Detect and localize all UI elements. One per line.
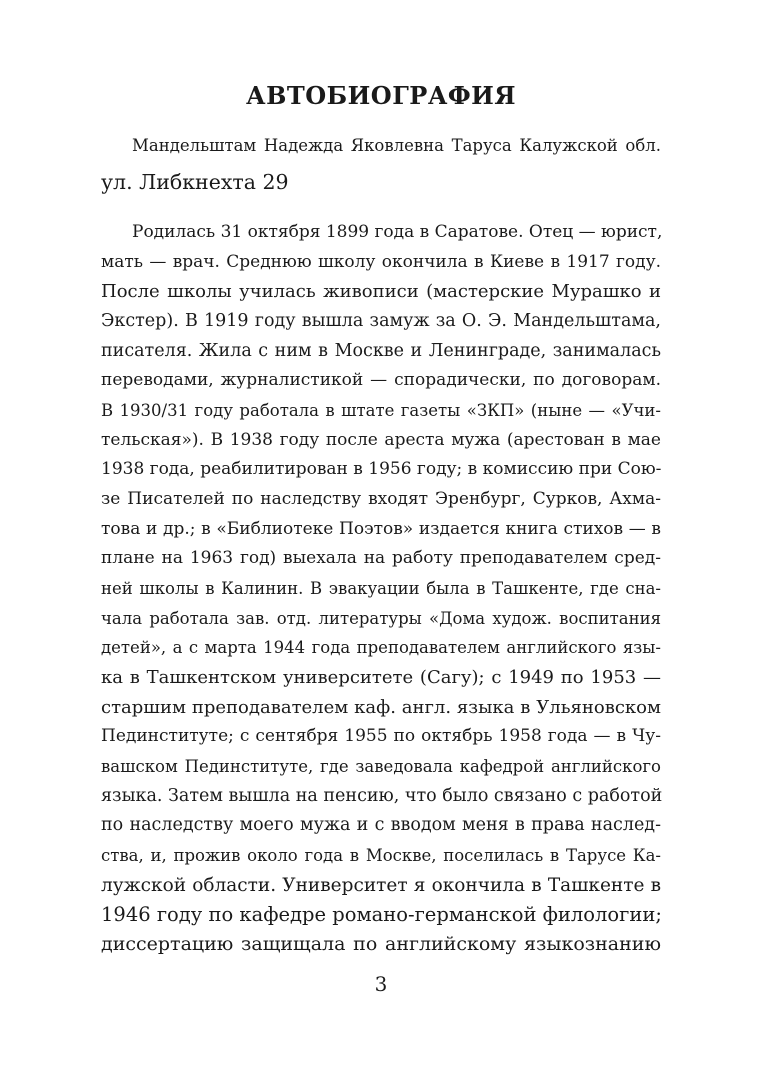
body-line: Родилась 31 октября 1899 года в Саратове. Отец — юрист,: [132, 222, 663, 242]
body-line: плане на 1963 год) выехала на работу преподавателем сред-: [101, 548, 661, 569]
body-line: мать — врач. Среднюю школу окончила в Киеве в 1917 году.: [101, 251, 661, 272]
body-line: вашском Пединституте, где заведовала кафедрой английского: [101, 757, 661, 776]
body-line: Пединституте; с сентября 1955 по октябрь 1958 года — в Чу-: [101, 726, 661, 747]
body-line: 1938 года, реабилитирован в 1956 году; в комиссию при Сою-: [101, 459, 662, 480]
body-line: языка. Затем вышла на пенсию, что было связано с работой: [101, 785, 663, 806]
body-line: Экстер). В 1919 году вышла замуж за О. Э. Мандельштама,: [101, 311, 661, 331]
body-line: това и др.; в «Библиотеке Поэтов» издается книга стихов — в: [101, 518, 661, 539]
body-line: ства, и, прожив около года в Москве, поселилась в Тарусе Ка-: [101, 846, 661, 865]
body-line: по наследству моего мужа и с вводом меня в права наслед-: [101, 815, 661, 836]
body-line: переводами, журналистикой — спорадически, по договорам.: [101, 370, 661, 391]
body-line: После школы училась живописи (мастерские Мурашко и: [101, 281, 661, 303]
body-line: чала работала зав. отд. литературы «Дома худож. воспитания: [101, 608, 661, 628]
address-line: ул. Либкнехта 29: [101, 170, 289, 194]
body-line: детей», а с марта 1944 года преподавателем английского язы-: [101, 638, 661, 658]
page-title: АВТОБИОГРАФИЯ: [246, 81, 516, 110]
body-line: старшим преподавателем каф. англ. языка в Ульяновском: [101, 696, 661, 718]
body-line: лужской области. Университет я окончила в Ташкенте в: [101, 874, 661, 896]
address-line: Мандельштам Надежда Яковлевна Таруса Калужской обл.: [132, 136, 661, 155]
body-line: ка в Ташкентском университете (Сагу); с 1949 по 1953 —: [101, 667, 661, 688]
body-line: 1946 году по кафедре романо-германской филологии;: [101, 903, 662, 927]
body-line: ней школы в Калинин. В эвакуации была в Ташкенте, где сна-: [101, 579, 661, 598]
page-number: 3: [374, 972, 388, 996]
body-line: В 1930/31 году работала в штате газеты «ЗКП» (ныне — «Учи-: [101, 401, 661, 420]
body-line: зе Писателей по наследству входят Эренбург, Сурков, Ахма-: [101, 489, 661, 509]
body-line: писателя. Жила с ним в Москве и Ленинграде, занималась: [101, 340, 661, 361]
body-line: диссертацию защищала по английскому языкознанию: [101, 933, 661, 955]
body-line: тельская»). В 1938 году после ареста мужа (арестован в мае: [101, 429, 661, 450]
